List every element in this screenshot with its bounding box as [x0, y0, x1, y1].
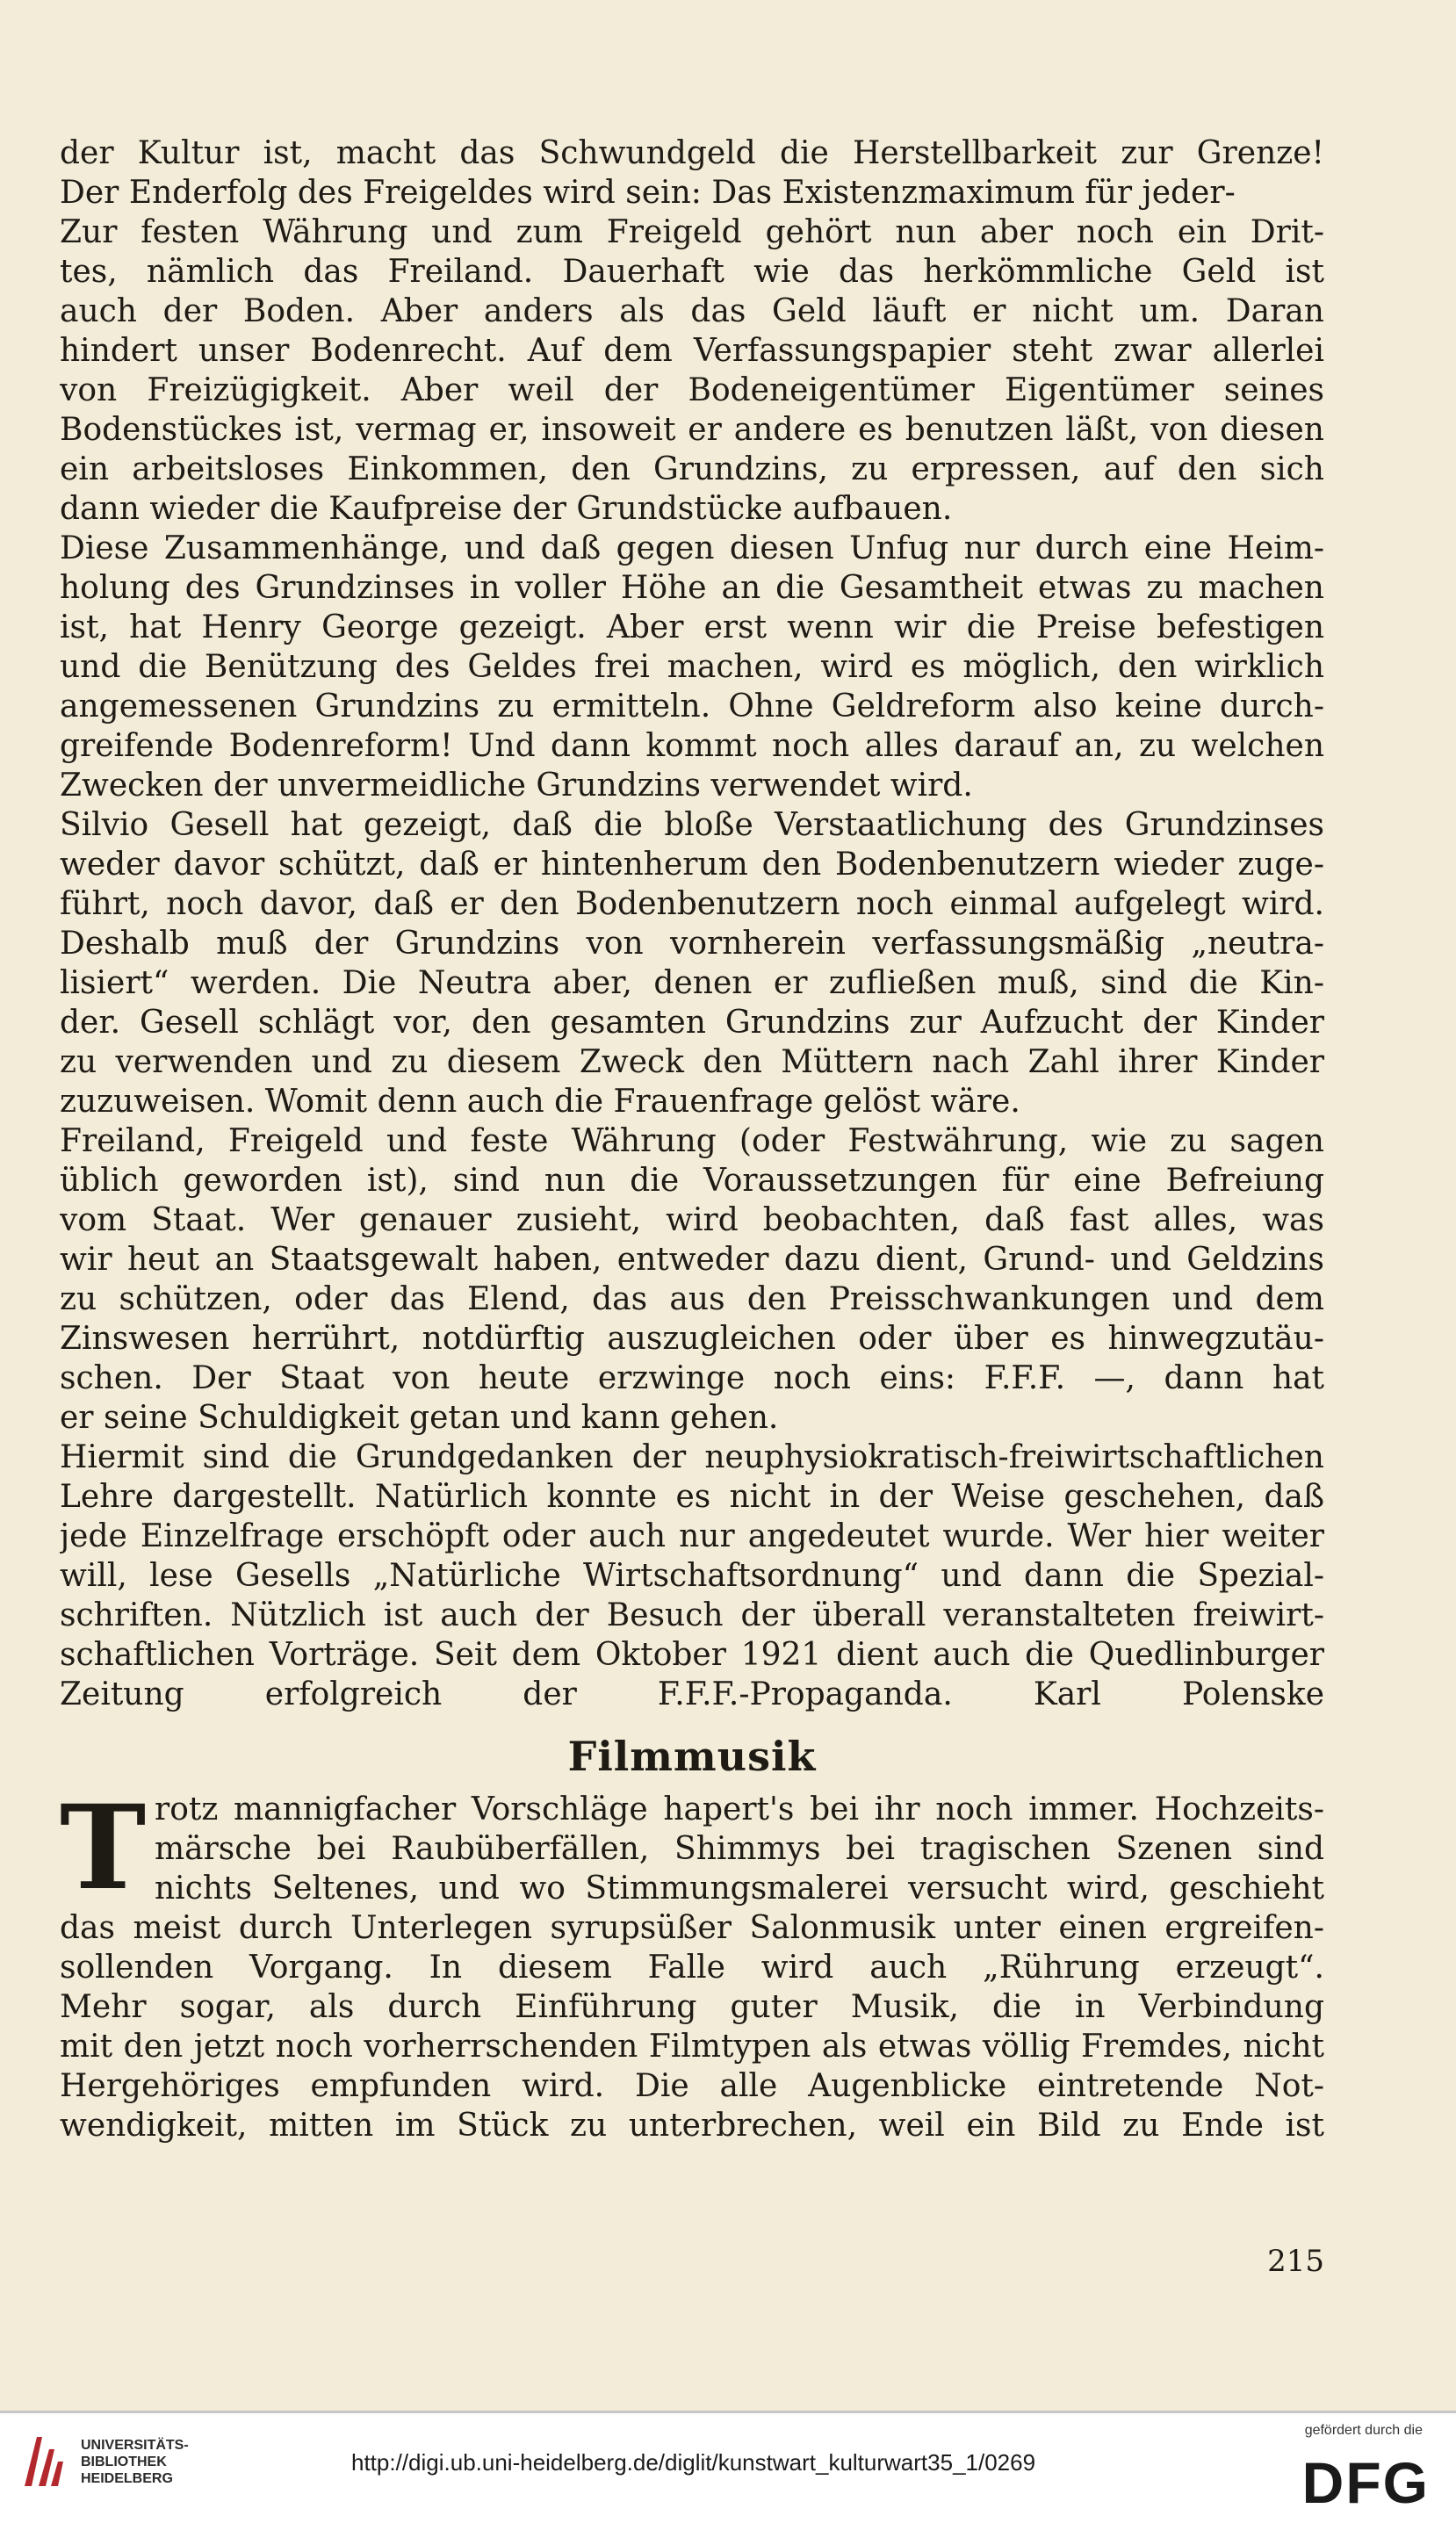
text-line: das meist durch Unterlegen syrupsüßer Salonmusik unter einen ergreifen-: [60, 1910, 1324, 1946]
article-heading: Filmmusik: [567, 1733, 817, 1780]
article-freiwirtschaft: [60, 133, 1324, 1714]
text-line: Hergehöriges empfunden wird. Die alle Augenblicke eintretende Not-: [60, 2068, 1324, 2104]
footer-divider: [0, 2411, 1456, 2413]
text-line: ist, hat Henry George gezeigt. Aber erst wenn wir die Preise befestigen: [60, 609, 1324, 645]
text-line: lisiert“ werden. Die Neutra aber, denen er zufließen muß, sind die Kin-: [60, 965, 1324, 1001]
text-line: zu schützen, oder das Elend, das aus den Preisschwankungen und dem: [60, 1281, 1324, 1317]
text-line: Lehre dargestellt. Natürlich konnte es nicht in der Weise geschehen, daß: [60, 1479, 1324, 1515]
text-line: will, lese Gesells „Natürliche Wirtschaftsordnung“ und dann die Spezial-: [60, 1558, 1324, 1594]
library-name-line: UNIVERSITÄTS-: [81, 2438, 189, 2453]
text-line: Silvio Gesell hat gezeigt, daß die bloße Verstaatlichung des Grundzinses: [60, 807, 1324, 843]
article-filmmusik: [60, 1780, 1324, 2145]
text-line: weder davor schützt, daß er hintenherum den Bodenbenutzern wieder zuge-: [60, 847, 1324, 883]
text-line: auch der Boden. Aber anders als das Geld läuft er nicht um. Daran: [60, 293, 1324, 329]
text-line: jede Einzelfrage erschöpft oder auch nur angedeutet wurde. Wer hier weiter: [60, 1518, 1324, 1554]
text-line: wir heut an Staatsgewalt haben, entweder dazu dient, Grund- und Geldzins: [60, 1242, 1324, 1278]
text-line: Freiland, Freigeld und feste Währung (oder Festwährung, wie zu sagen: [60, 1123, 1324, 1159]
dropcap-paragraph-start: [60, 1780, 1324, 1916]
text-line: Zur festen Währung und zum Freigeld gehört nun aber noch ein Drit-: [60, 214, 1324, 250]
text-line: Diese Zusammenhänge, und daß gegen diesen Unfug nur durch eine Heim-: [60, 530, 1324, 566]
library-name-line: HEIDELBERG: [81, 2471, 173, 2486]
text-line: Mehr sogar, als durch Einführung guter Musik, die in Verbindung: [60, 1989, 1324, 2025]
text-line: üblich geworden ist), sind nun die Voraussetzungen für eine Befreiung: [60, 1163, 1324, 1199]
text-line: und die Benützung des Geldes frei machen, wird es möglich, den wirklich: [60, 649, 1324, 685]
text-line: holung des Grundzinses in voller Höhe an die Gesamtheit etwas zu machen: [60, 570, 1324, 606]
page-text: [60, 133, 1324, 2145]
text-line: Der Enderfolg des Freigeldes wird sein: Das Existenzmaximum für jeder-: [60, 175, 1236, 211]
text-line: zuzuweisen. Womit denn auch die Frauenfrage gelöst wäre.: [60, 1084, 1020, 1120]
dfg-logo: DFG: [1301, 2450, 1430, 2515]
text-line: sollenden Vorgang. In diesem Falle wird auch „Rührung erzeugt“.: [60, 1950, 1324, 1986]
library-name: [81, 2437, 189, 2487]
text-line: führt, noch davor, daß er den Bodenbenutzern noch einmal aufgelegt wird.: [60, 886, 1324, 922]
text-line: vom Staat. Wer genauer zusieht, wird beobachten, daß fast alles, was: [60, 1202, 1324, 1238]
text-line: der Kultur ist, macht das Schwundgeld die Herstellbarkeit zur Grenze!: [60, 135, 1324, 171]
text-line: Hiermit sind die Grundgedanken der neuphysiokratisch-freiwirtschaftlichen: [60, 1439, 1324, 1475]
text-line: Zeitung erfolgreich der F.F.F.-Propaganda. Karl Polenske: [60, 1676, 1324, 1712]
dropcap-letter: T: [60, 1780, 147, 1916]
text-line: märsche bei Raubüberfällen, Shimmys bei tragischen Szenen sind: [155, 1831, 1324, 1867]
text-line: schriften. Nützlich ist auch der Besuch der überall veranstalteten freiwirt-: [60, 1597, 1324, 1633]
source-url-link[interactable]: http://digi.ub.uni-heidelberg.de/diglit/kunstwart_kulturwart35_1/0269: [351, 2449, 1036, 2476]
text-line: dann wieder die Kaufpreise der Grundstücke aufbauen.: [60, 491, 953, 527]
text-line: schaftlichen Vorträge. Seit dem Oktober 1921 dient auch die Quedlinburger: [60, 1637, 1324, 1673]
text-line: er seine Schuldigkeit getan und kann gehen.: [60, 1400, 779, 1436]
university-library-logo-icon: [19, 2432, 67, 2493]
text-line: Zwecken der unvermeidliche Grundzins verwendet wird.: [60, 768, 973, 804]
funding-note: gefördert durch die: [1304, 2423, 1423, 2438]
text-line: rotz mannigfacher Vorschläge hapert's bei ihr noch immer. Hochzeits-: [155, 1791, 1324, 1827]
page-number: 215: [1267, 2244, 1324, 2279]
text-line: Deshalb muß der Grundzins von vornherein verfassungsmäßig „neutra-: [60, 926, 1324, 962]
text-line: tes, nämlich das Freiland. Dauerhaft wie das herkömmliche Geld ist: [60, 254, 1324, 290]
text-line: zu verwenden und zu diesem Zweck den Müttern nach Zahl ihrer Kinder: [60, 1044, 1324, 1080]
text-line: von Freizügigkeit. Aber weil der Bodeneigentümer Eigentümer seines: [60, 372, 1324, 408]
text-line: hindert unser Bodenrecht. Auf dem Verfassungspapier steht zwar allerlei: [60, 333, 1324, 369]
text-line: greifende Bodenreform! Und dann kommt noch alles darauf an, zu welchen: [60, 728, 1324, 764]
text-line: schen. Der Staat von heute erzwinge noch eins: F.F.F. —, dann hat: [60, 1360, 1324, 1396]
text-line: der. Gesell schlägt vor, den gesamten Grundzins zur Aufzucht der Kinder: [60, 1005, 1324, 1041]
text-line: Zinswesen herrührt, notdürftig auszugleichen oder über es hinwegzutäu-: [60, 1321, 1324, 1357]
text-line: Bodenstückes ist, vermag er, insoweit er andere es benutzen läßt, von diesen: [60, 412, 1324, 448]
text-line: wendigkeit, mitten im Stück zu unterbrechen, weil ein Bild zu Ende ist: [60, 2108, 1324, 2144]
library-name-line: BIBLIOTHEK: [81, 2455, 167, 2469]
text-line: angemessenen Grundzins zu ermitteln. Ohne Geldreform also keine durch-: [60, 688, 1324, 724]
text-line: nichts Seltenes, und wo Stimmungsmalerei versucht wird, geschieht: [155, 1871, 1324, 1907]
text-line: mit den jetzt noch vorherrschenden Filmtypen als etwas völlig Fremdes, nicht: [60, 2029, 1324, 2065]
footer-bar: [0, 2411, 1456, 2523]
text-line: ein arbeitsloses Einkommen, den Grundzins, zu erpressen, auf den sich: [60, 451, 1324, 487]
